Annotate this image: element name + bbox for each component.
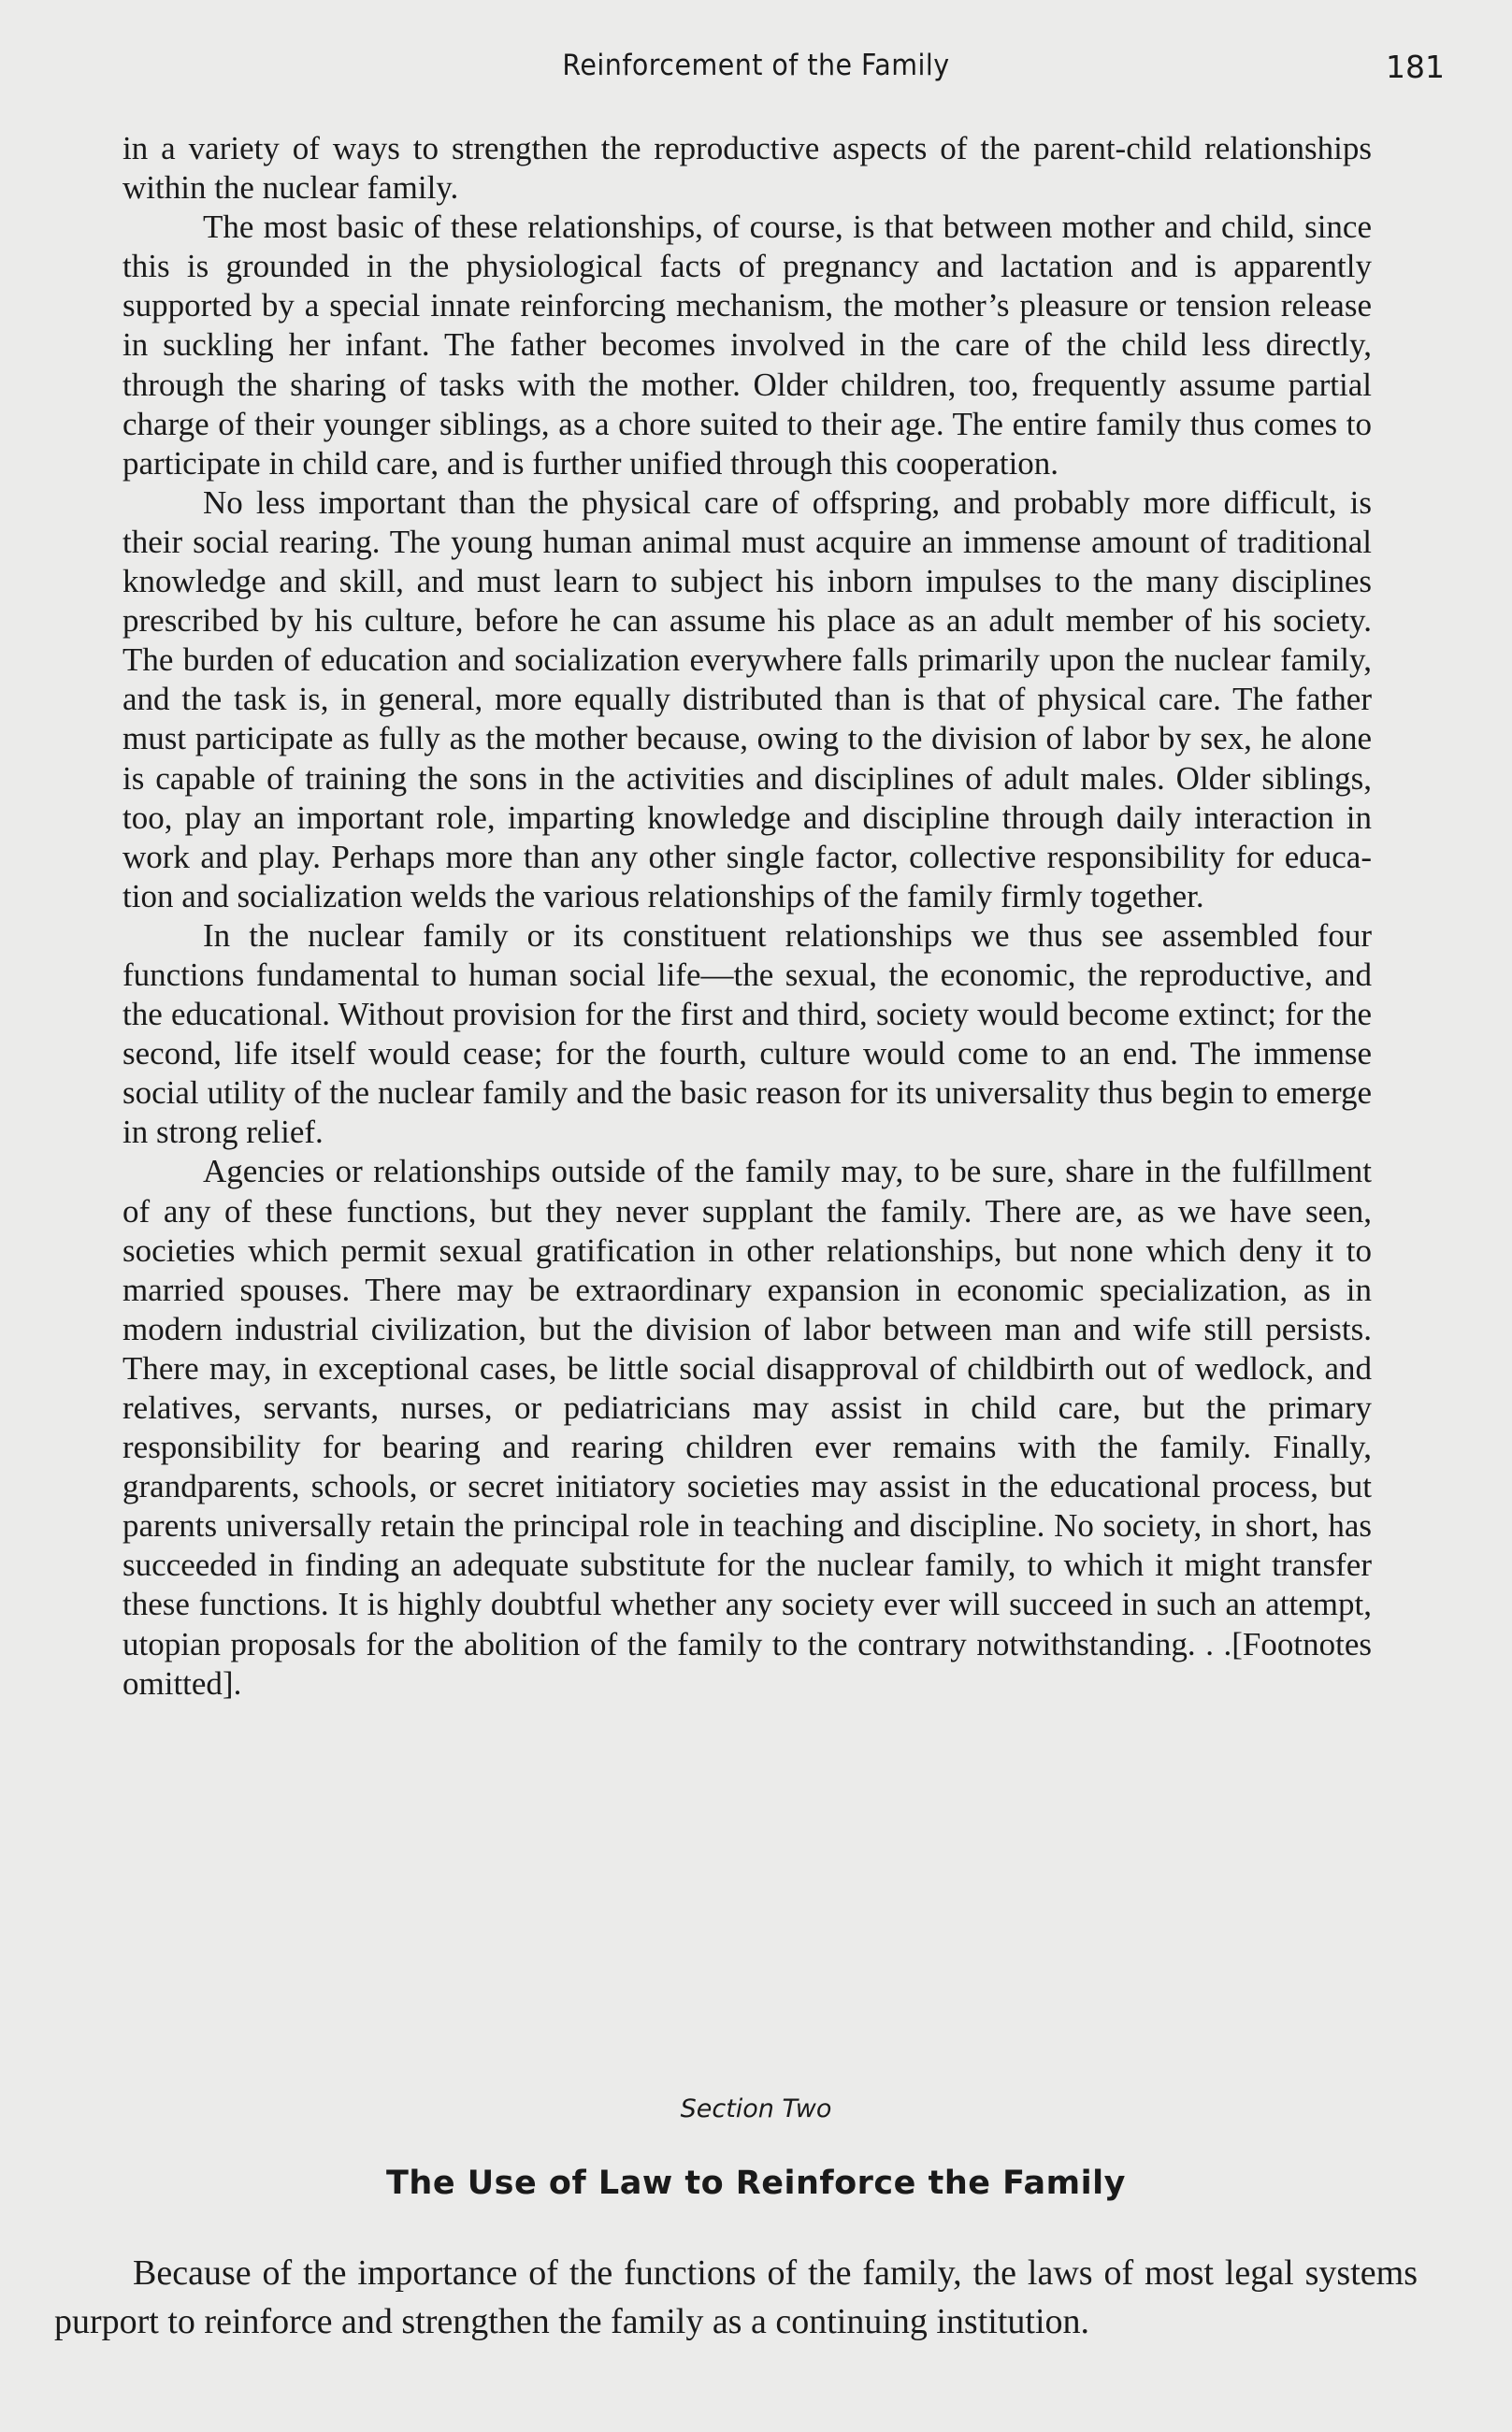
paragraph: No less important than the physical care of offspring, and probably more difficult, is their social rearing. The young human animal must acquire an immense amount of traditional knowledge and skill, and must learn to subject his inborn impulses to the many disciplines prescribed by his culture, before he can assume his place as an adult member of his society. The burden of education and socialization everywhere falls primarily upon the nuclear family, and the task is, in general, more equally distributed than is that of physical care. The father must participate as fully as the mother because, owing to the division of labor by sex, he alone is capable of training the sons in the activities and disciplines of adult males. Older siblings, too, play an important role, imparting knowledge and discipline through daily interaction in work and play. Perhaps more than any other single factor, collective responsibility for education and socialization welds the various relationships of the family firmly together. <box>122 483 1372 914</box>
body-text <box>122 129 1372 1704</box>
section-label: Section Two <box>680 2094 832 2123</box>
paragraph: Because of the importance of the functions of the family, the laws of most legal systems purport to reinforce and strengthen the family as a continuing institution. <box>54 2253 1418 2341</box>
paragraph: In the nuclear family or its constituent relationships we thus see assembled four functions fundamental to human social life—the sexual, the economic, the reproductive, and the educational. Without provision for the first and third, society would become extinct; for the second, life itself would cease; for the fourth, culture would come to an end. The immense social utility of the nuclear family and the basic reason for its universality thus begin to emerge in strong relief. <box>122 916 1372 1151</box>
paragraph: The most basic of these relationships, of course, is that between mother and child, since this is grounded in the physiological facts of pregnancy and lactation and is apparently supported by a special innate reinforcing mechanism, the mother’s pleasure or tension release in suckling her infant. The father becomes involved in the care of the child less directly, through the sharing of tasks with the mother. Older children, too, frequently assume partial charge of their younger siblings, as a chore suited to their age. The entire family thus comes to participate in child care, and is further unified through this cooperation. <box>122 209 1372 482</box>
paragraph: Agencies or relationships outside of the family may, to be sure, share in the fulfillment of any of these functions, but they never supplant the family. There are, as we have seen, societies which permit sexual gratification in other relationships, but none which deny it to married spouses. There may be extraordinary expansion in economic specialization, as in modern industrial civilization, but the division of labor between man and wife still persists. There may, in exceptional cases, be little social disapproval of childbirth out of wedlock, and relatives, servants, nurses, or pediatricians may assist in child care, but the primary responsibility for bearing and rearing children ever remains with the family. Finally, grandparents, schools, or secret initiatory societies may assist in the educational process, but parents universally retain the principal role in teaching and discipline. No society, in short, has succeeded in finding an adequate substitute for the nuclear family, to which it might transfer these functions. It is highly doubtful whether any society ever will succeed in such an attempt, utopian proposals for the abolition of the family to the contrary notwithstanding. . .[Footnotes omitted]. <box>122 1153 1372 1702</box>
page-number: 181 <box>1386 49 1445 85</box>
running-title: Reinforcement of the Family <box>562 49 950 82</box>
paragraph: in a variety of ways to strengthen the reproductive aspects of the parent-child relationships within the nuclear family. <box>122 130 1372 207</box>
section-intro <box>54 2249 1418 2346</box>
section-heading: The Use of Law to Reinforce the Family <box>386 2165 1126 2202</box>
running-head <box>0 49 1512 95</box>
